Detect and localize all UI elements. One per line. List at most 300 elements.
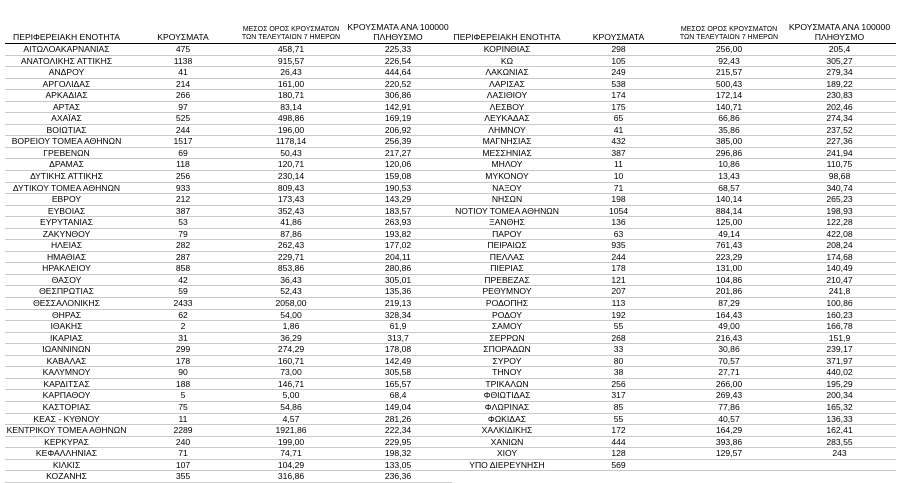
region-cell: ΒΟΡΕΙΟΥ ΤΟΜΕΑ ΑΘΗΝΩΝ [11, 136, 122, 147]
region-cell: ΚΑΣΤΟΡΙΑΣ [42, 401, 91, 412]
avg-7-days-cell: 66,86 [718, 113, 740, 124]
table-row [452, 379, 896, 391]
cases-cell: 97 [178, 101, 188, 112]
per-100k-cell: 422,08 [826, 228, 853, 239]
table-row [452, 67, 896, 79]
per-100k-cell: 159,08 [384, 171, 412, 182]
table-row [452, 217, 896, 229]
header-avg-line1: ΜΕΣΟΣ ΟΡΟΣ ΚΡΟΥΣΜΑΤΩΝ [680, 26, 778, 33]
avg-7-days-cell: 761,43 [715, 240, 743, 251]
per-100k-cell: 227,36 [826, 136, 853, 147]
cases-cell: 355 [175, 471, 191, 482]
cases-cell: 525 [175, 113, 191, 124]
region-cell: ΗΛΕΙΑΣ [50, 240, 83, 251]
region-cell: ΕΥΡΥΤΑΝΙΑΣ [40, 217, 93, 228]
table-row [452, 56, 896, 68]
per-100k-cell: 162,41 [826, 425, 853, 436]
avg-7-days-cell: 131,00 [715, 263, 743, 274]
region-cell: ΖΑΚΥΝΘΟΥ [42, 228, 91, 239]
region-cell: ΚΕΦΑΛΛΗΝΙΑΣ [35, 448, 98, 459]
per-100k-cell: 206,92 [384, 124, 412, 135]
avg-7-days-cell: 87,86 [280, 228, 302, 239]
avg-7-days-cell: 36,43 [280, 274, 302, 285]
avg-7-days-cell: 884,14 [715, 205, 743, 216]
cases-cell: 212 [175, 194, 191, 205]
avg-7-days-cell: 92,43 [718, 55, 740, 66]
cases-cell: 42 [178, 274, 188, 285]
cases-cell: 475 [175, 44, 191, 54]
region-cell: ΝΗΣΩΝ [491, 194, 523, 205]
per-100k-cell: 160,23 [826, 309, 853, 320]
cases-cell: 178 [175, 355, 191, 366]
table-row [452, 298, 896, 310]
region-cell: ΛΑΚΩΝΙΑΣ [485, 67, 529, 78]
table-row [452, 159, 896, 171]
avg-7-days-cell: 129,57 [715, 448, 743, 459]
per-100k-cell: 313,7 [387, 332, 409, 343]
region-cell: ΠΙΕΡΙΑΣ [490, 263, 524, 274]
region-cell: ΚΑΡΔΙΤΣΑΣ [43, 378, 90, 389]
per-100k-cell: 174,68 [826, 251, 853, 262]
table-row [452, 321, 896, 333]
table-row [452, 402, 896, 414]
cases-cell: 136 [611, 217, 626, 228]
region-cell: ΦΘΙΩΤΙΔΑΣ [483, 390, 531, 401]
per-100k-cell: 204,11 [385, 251, 411, 262]
avg-7-days-cell: 256,00 [715, 44, 743, 54]
header-per100k-line2: ΠΛΗΘΥΣΜΟ [814, 32, 865, 42]
region-cell: ΠΑΡΟΥ [492, 228, 522, 239]
cases-cell: 2433 [173, 298, 193, 309]
cases-cell: 214 [175, 78, 191, 89]
per-100k-cell: 149,04 [384, 401, 412, 412]
region-cell: ΙΘΑΚΗΣ [50, 321, 83, 332]
table-row [5, 206, 452, 218]
table-row [5, 460, 452, 472]
cases-cell: 299 [175, 344, 191, 355]
region-cell: ΧΑΝΙΩΝ [490, 436, 524, 447]
cases-cell: 105 [611, 55, 626, 66]
table-row [452, 136, 896, 148]
per-100k-cell: 122,28 [826, 217, 853, 228]
table-row [452, 240, 896, 252]
avg-7-days-cell: 160,71 [277, 355, 305, 366]
per-100k-cell: 239,17 [826, 344, 853, 355]
per-100k-cell: 219,13 [384, 298, 412, 309]
header-avg-7-days [238, 26, 344, 42]
per-100k-cell: 241,94 [826, 147, 853, 158]
per-100k-cell: 166,78 [826, 321, 853, 332]
per-100k-cell: 151,9 [828, 332, 851, 343]
region-cell: ΔΥΤΙΚΟΥ ΤΟΜΕΑ ΑΘΗΝΩΝ [12, 182, 121, 193]
cases-cell: 69 [178, 147, 188, 158]
per-100k-cell: 142,49 [384, 355, 412, 366]
avg-7-days-cell: 201,86 [715, 286, 743, 297]
region-cell: ΛΑΡΙΣΑΣ [489, 78, 525, 89]
avg-7-days-cell: 229,71 [277, 251, 305, 262]
avg-7-days-cell: 104,86 [715, 274, 743, 285]
cases-table-right [452, 11, 896, 471]
per-100k-cell: 178,08 [384, 344, 412, 355]
table-row [5, 425, 452, 437]
table-row [5, 252, 452, 264]
table-row [5, 379, 452, 391]
cases-cell: 287 [175, 251, 191, 262]
cases-cell: 10 [613, 171, 624, 182]
cases-cell: 1138 [173, 55, 193, 66]
per-100k-cell: 440,02 [826, 367, 853, 378]
cases-cell: 198 [611, 194, 626, 205]
region-cell: ΦΩΚΙΔΑΣ [487, 413, 527, 424]
header-per100k-line1: ΚΡΟΥΣΜΑΤΑ ΑΝΑ 100000 [347, 22, 449, 32]
table-row [452, 437, 896, 449]
table-row [5, 414, 452, 426]
cases-cell: 55 [613, 321, 624, 332]
cases-cell: 71 [178, 448, 188, 459]
per-100k-cell: 198,32 [384, 448, 412, 459]
region-cell: ΑΡΓΟΛΙΔΑΣ [42, 78, 91, 89]
per-100k-cell: 135,36 [384, 286, 412, 297]
region-cell: ΚΑΒΑΛΑΣ [46, 355, 87, 366]
cases-cell: 90 [178, 367, 188, 378]
table-row [452, 183, 896, 195]
avg-7-days-cell: 269,43 [715, 390, 743, 401]
per-100k-cell: 205,4 [828, 44, 851, 54]
avg-7-days-cell: 41,86 [280, 217, 302, 228]
cases-cell: 178 [611, 263, 626, 274]
region-cell: ΛΕΣΒΟΥ [489, 101, 525, 112]
table-row [452, 102, 896, 114]
per-100k-cell: 280,86 [384, 263, 412, 274]
avg-7-days-cell: 274,29 [277, 344, 305, 355]
per-100k-cell: 241,8 [828, 286, 851, 297]
avg-7-days-cell: 146,71 [277, 378, 305, 389]
avg-7-days-cell: 73,00 [280, 367, 302, 378]
table-body [452, 44, 896, 471]
region-cell: ΝΑΞΟΥ [492, 182, 522, 193]
region-cell: ΚΕΡΚΥΡΑΣ [44, 436, 89, 447]
table-row [452, 194, 896, 206]
per-100k-cell: 165,57 [384, 378, 412, 389]
avg-7-days-cell: 35,86 [718, 124, 740, 135]
cases-cell: 188 [175, 378, 191, 389]
header-per100k-line2: ΠΛΗΘΥΣΜΟ [373, 32, 423, 42]
cases-cell: 192 [611, 309, 626, 320]
region-cell: ΛΗΜΝΟΥ [488, 124, 526, 135]
table-body [5, 44, 452, 483]
cases-cell: 11 [178, 413, 188, 424]
avg-7-days-cell: 87,29 [718, 298, 740, 309]
avg-7-days-cell: 83,14 [280, 101, 302, 112]
region-cell: ΚΟΖΑΝΗΣ [46, 471, 87, 482]
per-100k-cell: 217,27 [384, 147, 412, 158]
avg-7-days-cell: 120,71 [277, 159, 305, 170]
header-cases: ΚΡΟΥΣΜΑΤΑ [157, 32, 209, 42]
per-100k-cell: 190,53 [384, 182, 412, 193]
region-cell: ΘΕΣΣΑΛΟΝΙΚΗΣ [33, 298, 100, 309]
per-100k-cell: 68,4 [389, 390, 407, 401]
region-cell: ΑΙΤΩΛΟΑΚΑΡΝΑΝΙΑΣ [23, 44, 110, 54]
per-100k-cell: 371,97 [826, 355, 853, 366]
table-row [5, 263, 452, 275]
cases-cell: 107 [175, 459, 191, 470]
table-row [452, 90, 896, 102]
region-cell: ΧΑΛΚΙΔΙΚΗΣ [481, 425, 533, 436]
region-cell: ΑΡΤΑΣ [52, 101, 81, 112]
cases-cell: 118 [176, 159, 190, 170]
avg-7-days-cell: 915,57 [277, 55, 305, 66]
per-100k-cell: 133,05 [384, 459, 412, 470]
cases-cell: 79 [178, 228, 188, 239]
avg-7-days-cell: 853,86 [277, 263, 305, 274]
per-100k-cell: 198,93 [826, 205, 853, 216]
table-row [5, 367, 452, 379]
table-row [5, 344, 452, 356]
table-row [5, 333, 452, 345]
table-row [5, 437, 452, 449]
cases-cell: 268 [611, 332, 626, 343]
per-100k-cell: 177,02 [384, 240, 412, 251]
region-cell: ΘΕΣΠΡΩΤΙΑΣ [39, 286, 94, 297]
table-row [452, 229, 896, 241]
cases-cell: 174 [611, 90, 626, 101]
cases-cell: 128 [611, 448, 626, 459]
table-row [5, 125, 452, 137]
avg-7-days-cell: 52,43 [280, 286, 302, 297]
avg-7-days-cell: 30,86 [718, 344, 740, 355]
avg-7-days-cell: 266,00 [715, 378, 743, 389]
table-header [5, 11, 452, 43]
per-100k-cell: 140,49 [826, 263, 853, 274]
table-row [452, 390, 896, 402]
cases-cell: 387 [175, 205, 191, 216]
per-100k-cell: 444,64 [384, 67, 412, 78]
avg-7-days-cell: 54,00 [280, 309, 302, 320]
region-cell: ΙΩΑΝΝΙΝΩΝ [42, 344, 91, 355]
table-row [5, 356, 452, 368]
cases-cell: 41 [613, 124, 624, 135]
table-row [452, 275, 896, 287]
per-100k-cell: 110,75 [826, 159, 853, 170]
cases-cell: 282 [175, 240, 191, 251]
cases-cell: 75 [178, 401, 188, 412]
cases-cell: 317 [611, 390, 626, 401]
region-cell: ΠΕΛΛΑΣ [489, 251, 525, 262]
per-100k-cell: 136,33 [826, 413, 853, 424]
region-cell: ΣΥΡΟΥ [492, 355, 522, 366]
region-cell: ΑΝΔΡΟΥ [48, 67, 85, 78]
avg-7-days-cell: 1178,14 [275, 136, 307, 147]
per-100k-cell: 189,22 [826, 78, 853, 89]
cases-cell: 55 [613, 413, 624, 424]
region-cell: ΗΜΑΘΙΑΣ [46, 251, 87, 262]
cases-cell: 432 [611, 136, 626, 147]
avg-7-days-cell: 104,29 [277, 459, 305, 470]
cases-cell: 858 [175, 263, 191, 274]
region-cell: ΜΑΓΝΗΣΙΑΣ [482, 136, 532, 147]
per-100k-cell: 183,57 [384, 205, 412, 216]
avg-7-days-cell: 2058,00 [275, 298, 307, 309]
region-cell: ΓΡΕΒΕΝΩΝ [43, 147, 90, 158]
per-100k-cell: 193,82 [384, 228, 412, 239]
region-cell: ΞΑΝΘΗΣ [489, 217, 525, 228]
avg-7-days-cell: 180,71 [277, 90, 305, 101]
cases-cell: 2 [180, 321, 186, 332]
avg-7-days-cell: 458,71 [277, 44, 305, 54]
table-row [5, 321, 452, 333]
header-avg-line2: ΤΩΝ ΤΕΛΕΥΤΑΙΩΝ 7 ΗΜΕΡΩΝ [241, 34, 341, 41]
avg-7-days-cell: 10,86 [718, 159, 740, 170]
region-cell: ΔΡΑΜΑΣ [49, 159, 84, 170]
region-cell: ΜΕΣΣΗΝΙΑΣ [482, 147, 532, 158]
region-cell: ΠΡΕΒΕΖΑΣ [484, 274, 530, 285]
per-100k-cell: 305,27 [826, 55, 853, 66]
cases-cell: 121 [611, 274, 626, 285]
cases-cell: 85 [613, 401, 624, 412]
per-100k-cell: 306,86 [384, 90, 412, 101]
region-cell: ΑΝΑΤΟΛΙΚΗΣ ΑΤΤΙΚΗΣ [20, 55, 113, 66]
region-cell: ΚΕΑΣ - ΚΥΘΝΟΥ [33, 413, 100, 424]
cases-cell: 31 [178, 332, 188, 343]
cases-cell: 175 [611, 101, 626, 112]
region-cell: ΚΑΡΠΑΘΟΥ [42, 390, 91, 401]
cases-cell: 172 [611, 425, 626, 436]
avg-7-days-cell: 40,57 [718, 413, 740, 424]
table-row [452, 344, 896, 356]
region-cell: ΡΕΘΥΜΝΟΥ [482, 286, 532, 297]
cases-cell: 387 [611, 147, 626, 158]
region-cell: ΚΩ [500, 55, 514, 66]
table-row [452, 356, 896, 368]
per-100k-cell: 202,46 [826, 101, 853, 112]
header-avg-line1: ΜΕΣΟΣ ΟΡΟΣ ΚΡΟΥΣΜΑΤΩΝ [242, 26, 340, 33]
per-100k-cell: 305,01 [384, 274, 412, 285]
avg-7-days-cell: 26,43 [280, 67, 302, 78]
header-region: ΠΕΡΙΦΕΡΕΙΑΚΗ ΕΝΟΤΗΤΑ [453, 32, 561, 42]
per-100k-cell: 281,26 [384, 413, 412, 424]
per-100k-cell: 120,06 [384, 159, 412, 170]
cases-cell: 569 [611, 459, 626, 470]
table-row [5, 148, 452, 160]
avg-7-days-cell: 140,71 [715, 101, 743, 112]
cases-cell: 5 [180, 390, 186, 401]
region-cell: ΚΕΝΤΡΙΚΟΥ ΤΟΜΕΑ ΑΘΗΝΩΝ [6, 425, 127, 436]
per-100k-cell: 229,95 [384, 436, 412, 447]
per-100k-cell: 142,91 [384, 101, 412, 112]
avg-7-days-cell: 215,57 [715, 67, 743, 78]
avg-7-days-cell: 809,43 [277, 182, 305, 193]
table-row [5, 44, 452, 56]
region-cell: ΡΟΔΟΥ [492, 309, 522, 320]
cases-cell: 207 [611, 286, 626, 297]
table-row [5, 159, 452, 171]
region-cell: ΘΗΡΑΣ [51, 309, 82, 320]
header-cases: ΚΡΟΥΣΜΑΤΑ [592, 32, 645, 42]
avg-7-days-cell: 13,43 [718, 171, 740, 182]
table-row [5, 102, 452, 114]
region-cell: ΕΒΡΟΥ [51, 194, 82, 205]
table-row [452, 113, 896, 125]
per-100k-cell: 265,23 [826, 194, 853, 205]
avg-7-days-cell: 500,43 [715, 78, 743, 89]
table-row [5, 79, 452, 91]
avg-7-days-cell: 70,57 [718, 355, 740, 366]
per-100k-cell: 220,52 [384, 78, 412, 89]
header-per-100k [783, 22, 896, 42]
avg-7-days-cell: 50,43 [280, 147, 302, 158]
avg-7-days-cell: 161,00 [277, 78, 305, 89]
cases-cell: 538 [611, 78, 626, 89]
avg-7-days-cell: 173,43 [277, 194, 305, 205]
avg-7-days-cell: 196,00 [277, 124, 305, 135]
cases-cell: 266 [175, 90, 191, 101]
table-row [5, 286, 452, 298]
avg-7-days-cell: 172,14 [715, 90, 743, 101]
region-cell: ΗΡΑΚΛΕΙΟΥ [42, 263, 91, 274]
cases-cell: 933 [175, 182, 191, 193]
avg-7-days-cell: 352,43 [277, 205, 305, 216]
region-cell: ΔΥΤΙΚΗΣ ΑΤΤΙΚΗΣ [30, 171, 103, 182]
avg-7-days-cell: 125,00 [715, 217, 743, 228]
per-100k-cell: 256,39 [384, 136, 412, 147]
cases-cell: 1054 [608, 205, 629, 216]
region-cell: ΤΡΙΚΑΛΩΝ [485, 378, 529, 389]
per-100k-cell: 340,74 [826, 182, 853, 193]
per-100k-cell: 237,52 [826, 124, 853, 135]
region-cell: ΙΚΑΡΙΑΣ [49, 332, 83, 343]
table-row [452, 460, 896, 472]
header-per100k-line1: ΚΡΟΥΣΜΑΤΑ ΑΝΑ 100000 [788, 22, 891, 32]
region-cell: ΚΑΛΥΜΝΟΥ [42, 367, 91, 378]
region-cell: ΣΠΟΡΑΔΩΝ [483, 344, 531, 355]
per-100k-cell: 236,36 [384, 471, 412, 482]
avg-7-days-cell: 54,86 [280, 401, 302, 412]
cases-cell: 65 [613, 113, 624, 124]
cases-cell: 38 [613, 367, 624, 378]
avg-7-days-cell: 223,29 [715, 251, 743, 262]
region-cell: ΦΛΩΡΙΝΑΣ [484, 401, 530, 412]
avg-7-days-cell: 498,86 [277, 113, 305, 124]
cases-cell: 41 [178, 67, 188, 78]
avg-7-days-cell: 68,57 [718, 182, 740, 193]
table-row [5, 171, 452, 183]
header-per-100k [344, 22, 452, 42]
region-cell: ΒΟΙΩΤΙΑΣ [46, 124, 87, 135]
avg-7-days-cell: 1921,86 [275, 425, 307, 436]
table-header [452, 11, 896, 43]
table-row [5, 390, 452, 402]
table-row [452, 171, 896, 183]
table-row [5, 113, 452, 125]
avg-7-days-cell: 49,00 [718, 321, 740, 332]
per-100k-cell: 169,19 [384, 113, 412, 124]
cases-cell: 71 [613, 182, 624, 193]
avg-7-days-cell: 27,71 [718, 367, 740, 378]
cases-cell: 33 [613, 344, 624, 355]
header-avg-7-days [675, 26, 783, 42]
cases-cell: 244 [175, 124, 191, 135]
per-100k-cell: 208,24 [826, 240, 853, 251]
avg-7-days-cell: 164,43 [715, 309, 743, 320]
per-100k-cell: 143,29 [384, 194, 412, 205]
table-row [452, 367, 896, 379]
per-100k-cell: 100,86 [826, 298, 853, 309]
table-row [5, 56, 452, 68]
table-row [452, 44, 896, 56]
region-cell: ΛΕΥΚΑΔΑΣ [484, 113, 530, 124]
avg-7-days-cell: 36,29 [280, 332, 302, 343]
per-100k-cell: 200,34 [826, 390, 853, 401]
